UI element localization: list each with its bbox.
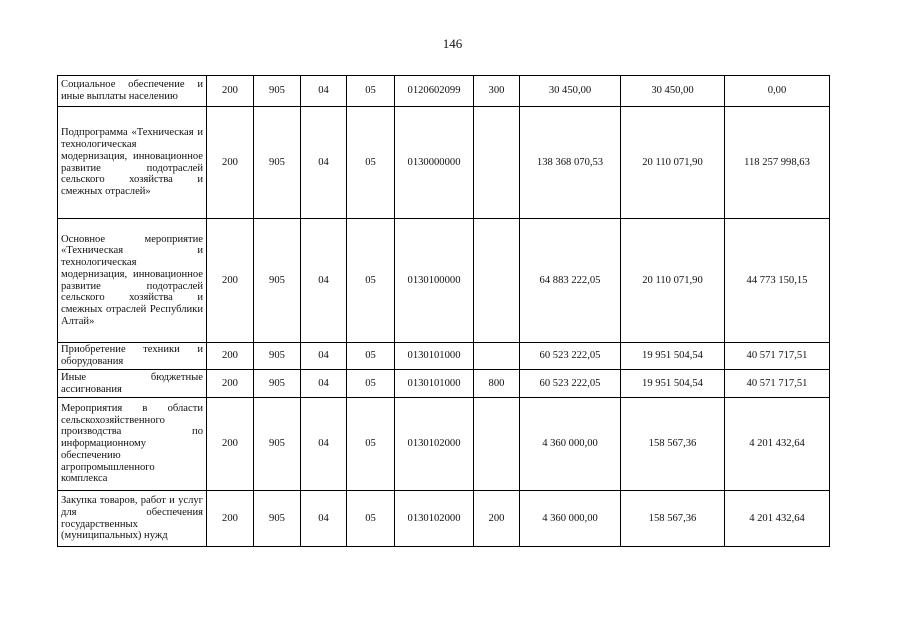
row-name: Приобретение техники и оборудования <box>58 343 207 370</box>
cell-rest: 4 201 432,64 <box>725 491 830 547</box>
cell-gr: 200 <box>207 107 254 219</box>
cell-fact: 19 951 504,54 <box>621 370 725 398</box>
cell-rz: 04 <box>301 107 347 219</box>
cell-ved: 905 <box>254 491 301 547</box>
cell-ved: 905 <box>254 76 301 107</box>
cell-vr <box>474 343 520 370</box>
table-row <box>58 107 830 219</box>
cell-rz: 04 <box>301 491 347 547</box>
cell-vr: 200 <box>474 491 520 547</box>
cell-csr: 0130000000 <box>395 107 474 219</box>
page-number: 146 <box>442 36 463 51</box>
cell-fact: 19 951 504,54 <box>621 343 725 370</box>
cell-fact: 20 110 071,90 <box>621 219 725 343</box>
cell-rz: 04 <box>301 343 347 370</box>
cell-plan: 30 450,00 <box>520 76 621 107</box>
table-row <box>58 491 830 547</box>
cell-pr: 05 <box>347 107 395 219</box>
cell-gr: 200 <box>207 76 254 107</box>
cell-ved: 905 <box>254 107 301 219</box>
cell-pr: 05 <box>347 370 395 398</box>
cell-rz: 04 <box>301 398 347 491</box>
cell-pr: 05 <box>347 219 395 343</box>
cell-rest: 40 571 717,51 <box>725 343 830 370</box>
cell-csr: 0130102000 <box>395 491 474 547</box>
cell-vr: 800 <box>474 370 520 398</box>
cell-vr <box>474 398 520 491</box>
cell-vr: 300 <box>474 76 520 107</box>
cell-plan: 4 360 000,00 <box>520 398 621 491</box>
row-name: Закупка товаров, работ и услуг для обеспечения государственных (муниципальных) нужд <box>58 491 207 547</box>
cell-fact: 158 567,36 <box>621 398 725 491</box>
cell-plan: 4 360 000,00 <box>520 491 621 547</box>
cell-plan: 60 523 222,05 <box>520 370 621 398</box>
cell-csr: 0120602099 <box>395 76 474 107</box>
cell-pr: 05 <box>347 398 395 491</box>
cell-plan: 60 523 222,05 <box>520 343 621 370</box>
cell-fact: 20 110 071,90 <box>621 107 725 219</box>
cell-vr <box>474 219 520 343</box>
cell-rest: 4 201 432,64 <box>725 398 830 491</box>
cell-rest: 40 571 717,51 <box>725 370 830 398</box>
table-row <box>58 370 830 398</box>
budget-table <box>57 75 830 547</box>
cell-rest: 44 773 150,15 <box>725 219 830 343</box>
cell-ved: 905 <box>254 370 301 398</box>
cell-gr: 200 <box>207 491 254 547</box>
cell-rz: 04 <box>301 370 347 398</box>
cell-ved: 905 <box>254 219 301 343</box>
cell-ved: 905 <box>254 343 301 370</box>
cell-csr: 0130101000 <box>395 343 474 370</box>
cell-plan: 64 883 222,05 <box>520 219 621 343</box>
cell-csr: 0130100000 <box>395 219 474 343</box>
cell-csr: 0130101000 <box>395 370 474 398</box>
table-row <box>58 398 830 491</box>
cell-ved: 905 <box>254 398 301 491</box>
row-name: Основное мероприятие «Техническая и технологическая модернизация, инновационное развитие подотраслей сельского хозяйства и смежных отраслей Республики Алтай» <box>58 219 207 343</box>
table-row <box>58 76 830 107</box>
cell-rest: 118 257 998,63 <box>725 107 830 219</box>
cell-rest: 0,00 <box>725 76 830 107</box>
table-row <box>58 343 830 370</box>
cell-pr: 05 <box>347 76 395 107</box>
cell-plan: 138 368 070,53 <box>520 107 621 219</box>
cell-gr: 200 <box>207 343 254 370</box>
cell-pr: 05 <box>347 343 395 370</box>
row-name: Подпрограмма «Техническая и технологическая модернизация, инновационное развитие подотраслей сельского хозяйства и смежных отраслей» <box>58 107 207 219</box>
table-row <box>58 219 830 343</box>
cell-fact: 158 567,36 <box>621 491 725 547</box>
cell-rz: 04 <box>301 219 347 343</box>
cell-rz: 04 <box>301 76 347 107</box>
row-name: Мероприятия в области сельскохозяйственного производства по информационному обеспечению агропромышленного комплекса <box>58 398 207 491</box>
cell-fact: 30 450,00 <box>621 76 725 107</box>
cell-csr: 0130102000 <box>395 398 474 491</box>
row-name: Иные бюджетные ассигнования <box>58 370 207 398</box>
cell-gr: 200 <box>207 398 254 491</box>
cell-pr: 05 <box>347 491 395 547</box>
cell-gr: 200 <box>207 219 254 343</box>
cell-gr: 200 <box>207 370 254 398</box>
cell-vr <box>474 107 520 219</box>
row-name: Социальное обеспечение и иные выплаты населению <box>58 76 207 107</box>
